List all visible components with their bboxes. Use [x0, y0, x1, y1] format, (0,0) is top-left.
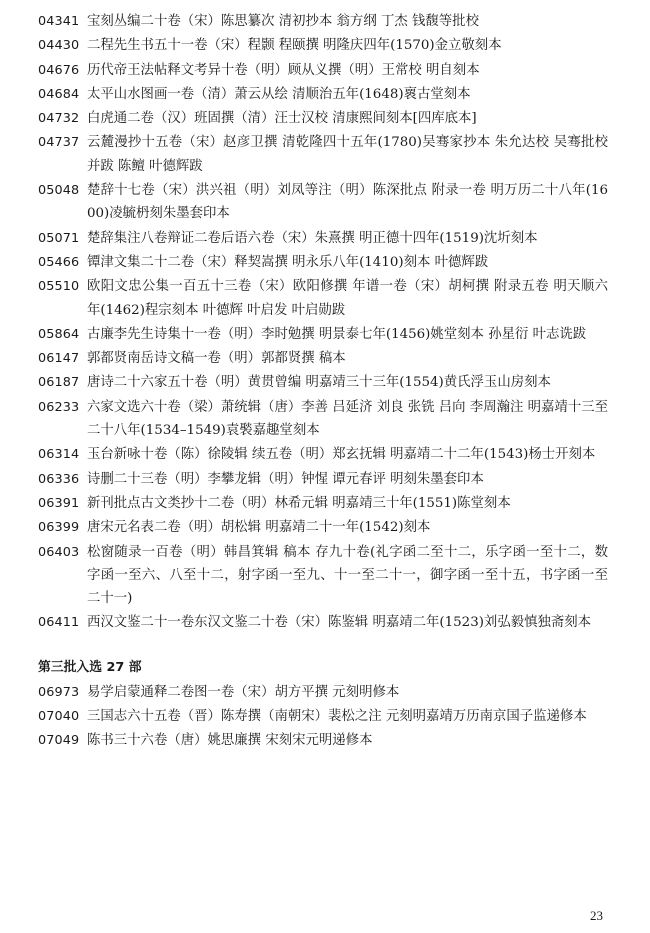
catalog-entry [38, 516, 608, 539]
entry-description: 云麓漫抄十五卷（宋）赵彦卫撰 清乾隆四十五年(1780)吴骞家抄本 朱允达校 吴骞批校并跋 陈鳣 叶德辉跋 [87, 135, 608, 174]
entries-group-before-section [38, 10, 608, 635]
entry-number: 06336 [38, 471, 80, 487]
catalog-entry [38, 179, 608, 226]
entry-number: 05466 [38, 254, 80, 270]
entry-description: 松窗随录一百卷（明）韩昌箕辑 稿本 存九十卷(礼字函二至十二，乐字函一至十二，数字函一至六、八至十二，射字函一至九、十一至二十一，御字函一至十五，书字函一至二十一) [87, 544, 608, 607]
catalog-entry [38, 611, 608, 634]
catalog-list [38, 10, 608, 754]
entry-number: 05071 [38, 230, 80, 246]
entry-description: 陈书三十六卷（唐）姚思廉撰 宋刻宋元明递修本 [87, 733, 373, 749]
entry-number: 06314 [38, 447, 80, 463]
entry-number: 06403 [38, 544, 80, 560]
entry-description: 唐宋元名表二卷（明）胡松辑 明嘉靖二十一年(1542)刻本 [87, 520, 431, 536]
entry-description: 历代帝王法帖释文考异十卷（明）顾从义撰（明）王常校 明自刻本 [87, 62, 480, 78]
entry-number: 04732 [38, 111, 80, 127]
entry-description: 二程先生书五十一卷（宋）程颢 程颐撰 明隆庆四年(1570)金立敬刻本 [87, 38, 502, 54]
entry-number: 04676 [38, 62, 80, 78]
catalog-entry [38, 541, 608, 611]
catalog-entry [38, 107, 608, 130]
entry-description: 古廉李先生诗集十一卷（明）李时勉撰 明景泰七年(1456)姚堂刻本 孙星衍 叶志诜跋 [87, 326, 587, 342]
catalog-entry [38, 705, 608, 728]
page-number: 23 [590, 908, 603, 923]
catalog-entry [38, 83, 608, 106]
entry-description: 诗删二十三卷（明）李攀龙辑（明）钟惺 谭元春评 明刻朱墨套印本 [87, 471, 484, 487]
entry-number: 06233 [38, 399, 80, 415]
entry-number: 07049 [38, 733, 80, 749]
entry-description: 欧阳文忠公集一百五十三卷（宋）欧阳修撰 年谱一卷（宋）胡柯撰 附录五卷 明天顺六年(1462)程宗刻本 叶德辉 叶启发 叶启勋跋 [87, 279, 608, 318]
section-heading: 第三批入选 27 部 [38, 659, 142, 675]
entry-number: 04341 [38, 14, 80, 29]
entry-number: 06187 [38, 375, 80, 391]
catalog-entry [38, 681, 608, 704]
entry-description: 楚辞十七卷（宋）洪兴祖（明）刘凤等注（明）陈深批点 附录一卷 明万历二十八年(1600)凌毓枬刻朱墨套印本 [87, 183, 608, 222]
catalog-entry [38, 251, 608, 274]
catalog-entry [38, 347, 608, 370]
catalog-entry [38, 468, 608, 491]
entry-number: 05864 [38, 326, 80, 342]
entry-description: 易学启蒙通释二卷图一卷（宋）胡方平撰 元刻明修本 [87, 684, 400, 700]
entries-group-after-section [38, 681, 608, 753]
catalog-entry [38, 729, 608, 752]
catalog-entry [38, 275, 608, 322]
entry-number: 05510 [38, 279, 80, 295]
entry-description: 太平山水图画一卷（清）萧云从绘 清顺治五年(1648)褱古堂刻本 [87, 86, 471, 102]
entry-number: 04684 [38, 86, 80, 102]
catalog-entry [38, 323, 608, 346]
entry-number: 06973 [38, 684, 80, 700]
entry-description: 郭都贤南岳诗文稿一卷（明）郭都贤撰 稿本 [87, 351, 346, 367]
catalog-entry [38, 227, 608, 250]
catalog-entry [38, 492, 608, 515]
entry-description: 白虎通二卷（汉）班固撰（清）汪士汉校 清康熙间刻本[四库底本] [87, 111, 477, 127]
entry-description: 西汉文鉴二十一卷东汉文鉴二十卷（宋）陈鉴辑 明嘉靖二年(1523)刘弘毅慎独斋刻本 [87, 615, 592, 631]
entry-description: 镡津文集二十二卷（宋）释契嵩撰 明永乐八年(1410)刻本 叶德辉跋 [87, 254, 489, 270]
entry-number: 05048 [38, 183, 80, 199]
entry-description: 六家文选六十卷（梁）萧统辑（唐）李善 吕延济 刘良 张铣 吕向 李周瀚注 明嘉靖十三至二十八年(1534–1549)袁褧嘉趣堂刻本 [87, 399, 608, 439]
entry-number: 07040 [38, 709, 80, 725]
entry-description: 玉台新咏十卷（陈）徐陵辑 续五卷（明）郑玄抚辑 明嘉靖二十二年(1543)杨士开刻本 [87, 447, 596, 463]
entry-number: 04737 [38, 135, 80, 151]
entry-description: 新刊批点古文类抄十二卷（明）林希元辑 明嘉靖三十年(1551)陈堂刻本 [87, 495, 511, 511]
catalog-entry [38, 396, 608, 443]
catalog-entry [38, 371, 608, 394]
entry-description: 宝刻丛编二十卷（宋）陈思纂次 清初抄本 翁方纲 丁杰 钱馥等批校 [87, 14, 479, 29]
entry-number: 06399 [38, 520, 80, 536]
entry-number: 06411 [38, 615, 80, 631]
catalog-entry [38, 59, 608, 82]
catalog-entry [38, 34, 608, 57]
catalog-entry [38, 131, 608, 178]
catalog-entry [38, 443, 608, 466]
entry-description: 三国志六十五卷（晋）陈寿撰（南朝宋）裴松之注 元刻明嘉靖万历南京国子监递修本 [87, 709, 587, 725]
entry-description: 楚辞集注八卷辩证二卷后语六卷（宋）朱熹撰 明正德十四年(1519)沈圻刻本 [87, 230, 538, 246]
entry-number: 06391 [38, 495, 80, 511]
catalog-entry [38, 10, 608, 33]
entry-number: 06147 [38, 351, 80, 367]
entry-description: 唐诗二十六家五十卷（明）黄贯曾编 明嘉靖三十三年(1554)黄氏浮玉山房刻本 [87, 375, 551, 391]
entry-number: 04430 [38, 38, 80, 54]
